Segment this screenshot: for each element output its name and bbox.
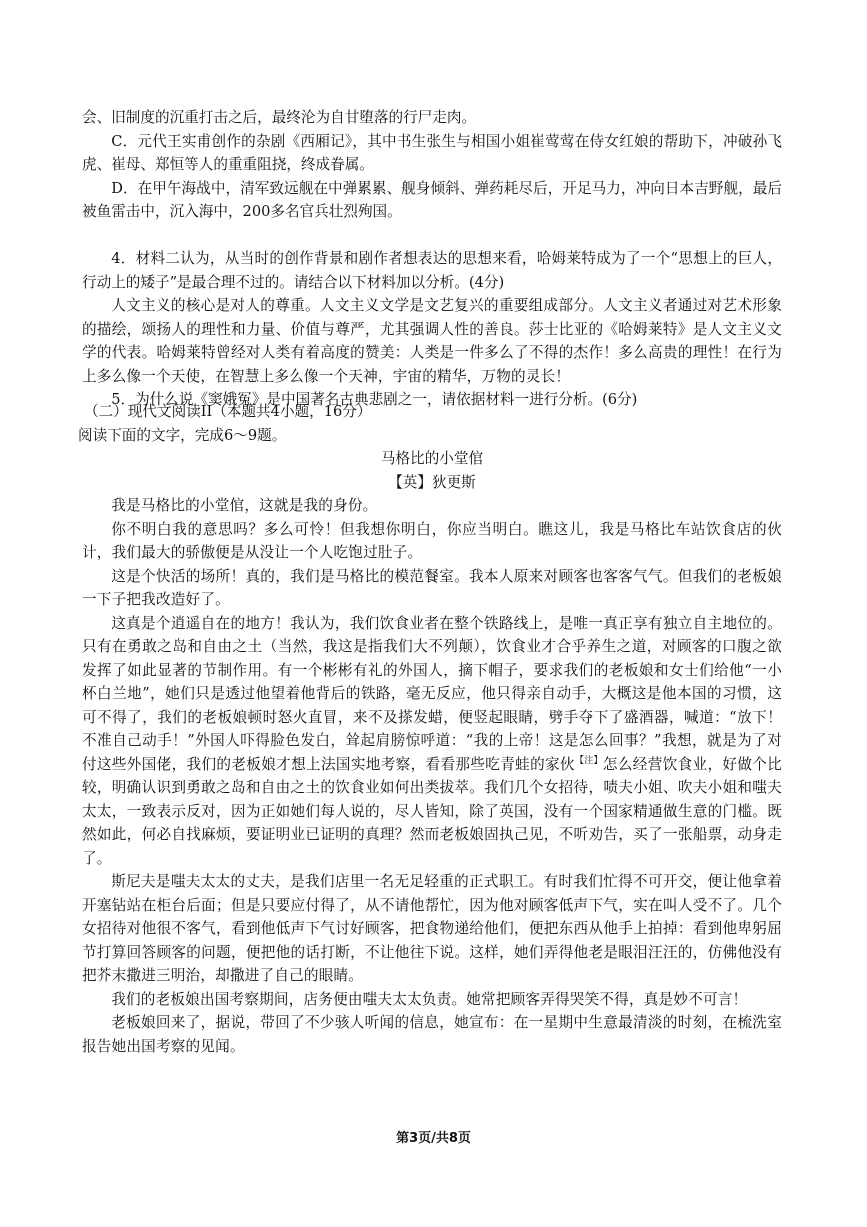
story-author: 【英】狄更斯 — [388, 473, 476, 491]
story-title: 马格比的小堂倌 — [380, 450, 484, 467]
option-d: D．在甲午海战中，清军致远舰在中弹累累、舰身倾斜、弹药耗尽后，开足马力，冲向日本吉野舰，最后被鱼雷击中，沉入海中，200多名官兵壮烈殉国。 — [82, 179, 782, 220]
question-5-stem: 5．为什么说《窦娥冤》是中国著名古典悲剧之一，请依据材料一进行分析。(6分) — [111, 391, 638, 408]
story-paragraph: 老板娘回来了，据说，带回了不少骇人听闻的信息，她宣布：在一星期中生意最清淡的时刻，在梳洗室报告她出国考察的见闻。 — [82, 1014, 782, 1055]
story-text: 这真是个逍遥自在的地方！我认为，我们饮食业者在整个铁路线上，是唯一真正享有独立自主地位的。只有在勇敢之岛和自由之土（当然，我这是指我们大不列颠），饮食业才合乎养生之道，对顾客的口腹之欲发挥了如此显著的节制作用。有一个彬彬有礼的外国人，摘下帽子，要求我们的老板娘和女士们给他“一小杯白兰地”，她们只是透过他望着他背后的铁路，毫无反应，他只得亲自动手，大概这是他本国的习惯，这可不得了，我们的老板娘顿时怒火直冒，来不及搽发蜡，便竖起眼睛，劈手夺下了盛酒器，喊道：“放下！不准自己动手！”外国人吓得脸色发白，耸起肩膀惊呼道：“我的上帝！这是怎么回事？”我想，就是为了对付这些外国佬，我们的老板娘才想上法国实地考察，看看那些吃青蛙的家伙 — [82, 614, 782, 773]
section-2-header — [78, 400, 782, 494]
section-instruction: 阅读下面的文字，完成6～9题。 — [78, 426, 287, 444]
section-heading: （二）现代文阅读II（本题共4小题，16分） — [84, 403, 372, 420]
story-paragraph: 我是马格比的小堂倌，这就是我的身份。 — [111, 497, 378, 514]
footnote-marker: 【注】 — [574, 755, 603, 766]
story-paragraph: 你不明白我的意思吗？多么可怜！但我想你明白，你应当明白。瞧这儿，我是马格比车站饮食店的伙计，我们最大的骄傲便是从没让一个人吃饱过肚子。 — [82, 520, 782, 561]
page-number: 第3页/共8页 — [396, 1131, 471, 1146]
story-text: 怎么经营饮食业，好做个比较，明确认识到勇敢之岛和自由之土的饮食业如何出类拔萃。我们几个女招待，啧夫小姐、吹夫小姐和嗤夫太太，一致表示反对，因为正如她们每人说的，尽人皆知，除了英国，没有一个国家精通做生意的门槛。既然如此，何必自找麻烦，要证明业已证明的真理？然而老板娘固执己见，不听劝告，买了一张船票，动身走了。 — [82, 755, 782, 867]
question-4 — [82, 247, 782, 388]
story-paragraph: 斯尼夫是嗤夫太太的丈夫，是我们店里一名无足轻重的正式职工。有时我们忙得不可开交，便让他拿着开塞钻站在柜台后面；但是只要应付得了，从不请他帮忙，因为他对顾客低声下气，实在叫人受不了。几个女招待对他很不客气，看到他低声下气讨好顾客，把食物递给他们，便把东西从他手上拍掉：看到他卑躬屈节打算回答顾客的问题，便把他的话打断，不让他往下说。这样，她们弄得他老是眼泪汪汪的，仿佛他没有把芥末撒进三明治，却撒进了自己的眼睛。 — [82, 873, 782, 984]
story-paragraph-4 — [82, 612, 782, 871]
question-4-material: 人文主义的核心是对人的尊重。人文主义文学是文艺复兴的重要组成部分。人文主义者通过对艺术形象的描绘，颂扬人的理性和力量、价值与尊严，尤其强调人性的善良。莎士比亚的《哈姆莱特》是人文主义文学的代表。哈姆莱特曾经对人类有着高度的赞美：人类是一件多么了不得的杰作！多么高贵的理性！在行为上多么像一个天使，在智慧上多么像一个天神，宇宙的精华，万物的灵长！ — [82, 297, 782, 385]
question-3-continuation — [82, 106, 782, 224]
story-body — [82, 494, 782, 1058]
question-4-stem: 4．材料二认为，从当时的创作背景和剧作者想表达的思想来看，哈姆莱特成为了一个“思想上的巨人，行动上的矮子”是最合理不过的。请结合以下材料加以分析。(4分) — [82, 250, 782, 291]
story-paragraph: 这是个快活的场所！真的，我们是马格比的模范餐室。我本人原来对顾客也客客气气。但我们的老板娘一下子把我改造好了。 — [82, 567, 782, 608]
story-paragraph: 我们的老板娘出国考察期间，店务便由嗤夫太太负责。她常把顾客弄得哭笑不得，真是妙不可言！ — [111, 990, 748, 1008]
option-b-end: 会、旧制度的沉重打击之后，最终沦为自甘堕落的行尸走肉。 — [82, 109, 477, 126]
option-c: C．元代王实甫创作的杂剧《西厢记》，其中书生张生与相国小姐崔莺莺在侍女红娘的帮助下，冲破孙飞虎、崔母、郑恒等人的重重阻挠，终成眷属。 — [82, 132, 782, 173]
